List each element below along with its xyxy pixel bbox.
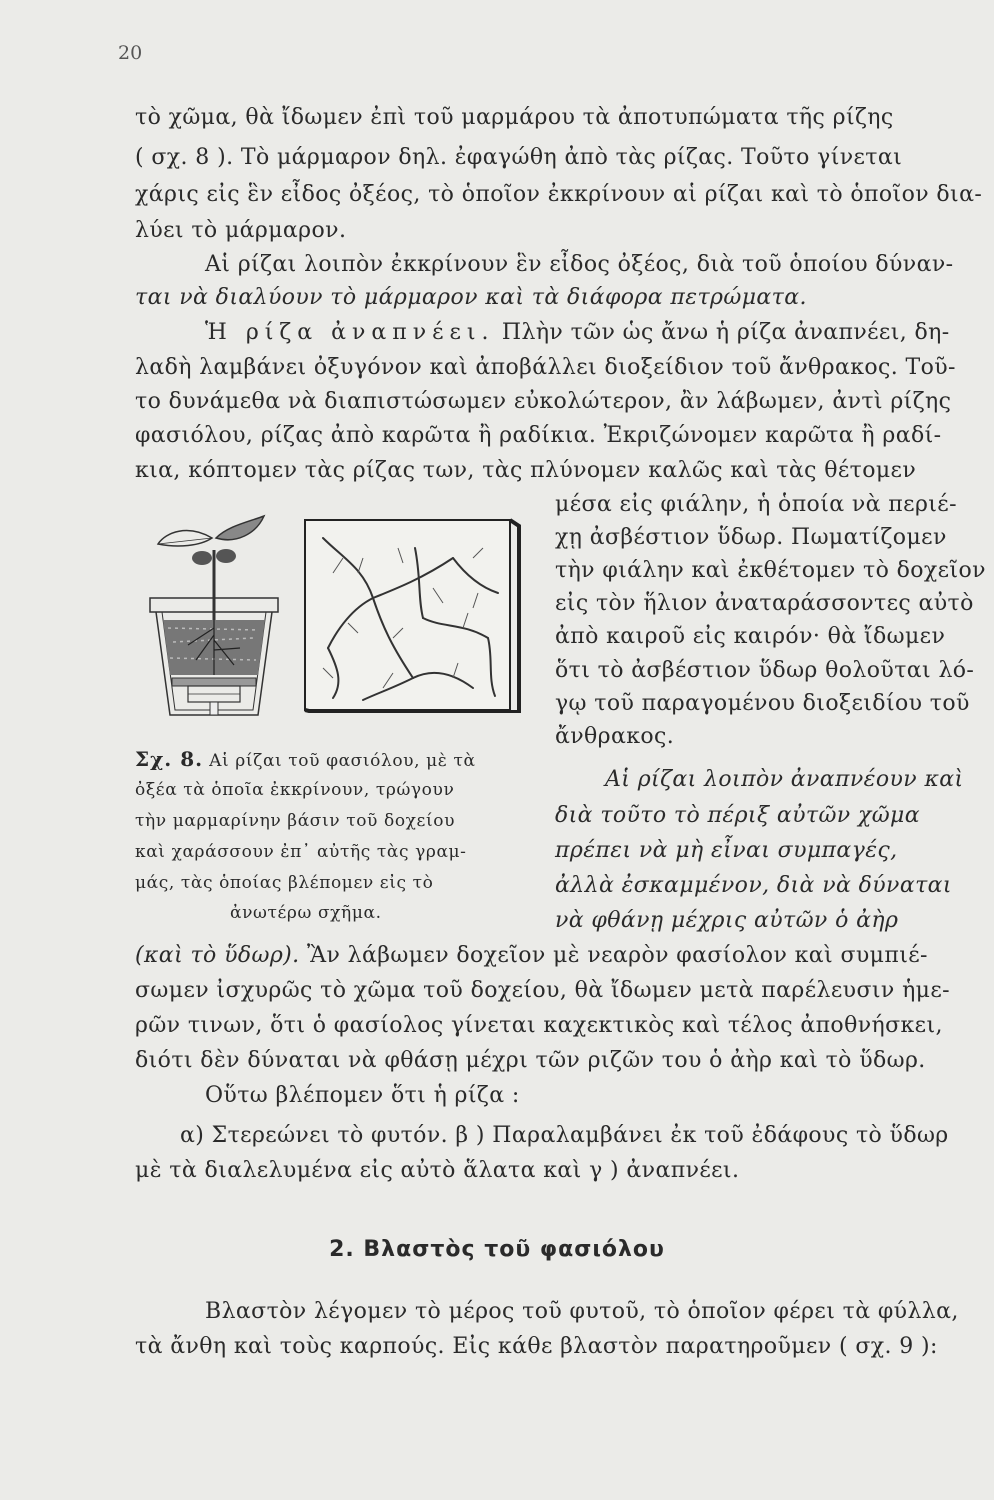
- text-run: (καὶ τὸ ὕδωρ).: [135, 943, 300, 968]
- section-heading: 2. Βλαστὸς τοῦ φασιόλου: [329, 1237, 665, 1262]
- text-line: νὰ φθάνῃ μέχρις αὐτῶν ὁ ἀὴρ: [555, 908, 899, 933]
- text-line: ἀλλὰ ἐσκαμμένον, διὰ νὰ δύναται: [555, 873, 952, 898]
- text-line: εἰς τὸν ἥλιον ἀναταράσσοντες αὐτὸ: [555, 591, 974, 616]
- figure-caption-line: καὶ χαράσσουν ἐπ᾽ αὐτῆς τὰς γραμ-: [135, 842, 467, 862]
- figure-caption-line: ὀξέα τὰ ὁποῖα ἐκκρίνουν, τρώγουν: [135, 780, 455, 800]
- text-line: ἀπὸ καιροῦ εἰς καιρόν· θὰ ἴδωμεν: [555, 624, 946, 649]
- text-line: Αἱ ρίζαι λοιπὸν ἀναπνέουν καὶ: [605, 767, 964, 792]
- text-line: χῃ ἀσβέστιον ὕδωρ. Πωματίζομεν: [555, 525, 947, 550]
- figure-caption-line: μάς, τὰς ὁποίας βλέπομεν εἰς τὸ: [135, 873, 434, 893]
- root-etched-marble-figure: [303, 518, 521, 713]
- text-line: [205, 318, 994, 348]
- caption-text: Αἱ ρίζαι τοῦ φασιόλου, μὲ τὰ: [209, 751, 476, 771]
- text-line: λύει τὸ μάρμαρον.: [135, 218, 347, 243]
- text-line: ( σχ. 8 ). Τὸ μάρμαρον δηλ. ἐφαγώθη ἀπὸ τὰς ρίζας. Τοῦτο γίνεται: [135, 145, 903, 170]
- text-line: σωμεν ἰσχυρῶς τὸ χῶμα τοῦ δοχείου, θὰ ἴδωμεν μετὰ παρέλευσιν ἡμε-: [135, 978, 950, 1003]
- text-line: Αἱ ρίζαι λοιπὸν ἐκκρίνουν ἓν εἶδος ὀξέος, διὰ τοῦ ὁποίου δύναν-: [205, 252, 954, 277]
- text-line: ὅτι τὸ ἀσβέστιον ὕδωρ θολοῦται λό-: [555, 658, 975, 683]
- text-line: ται νὰ διαλύουν τὸ μάρμαρον καὶ τὰ διάφορα πετρώματα.: [135, 285, 807, 310]
- bean-plant-pot-figure: [148, 510, 283, 725]
- text-line: διὰ τοῦτο τὸ πέριξ αὐτῶν χῶμα: [555, 803, 920, 828]
- text-line: ἄνθρακος.: [555, 724, 675, 749]
- page-number: 20: [118, 42, 143, 64]
- text-line: τὰ ἄνθη καὶ τοὺς καρπούς. Εἰς κάθε βλαστὸν παρατηροῦμεν ( σχ. 9 ):: [135, 1334, 938, 1359]
- text-line: τὴν φιάλην καὶ ἐκθέτομεν τὸ δοχεῖον: [555, 558, 986, 583]
- text-line: κια, κόπτομεν τὰς ρίζας των, τὰς πλύνομεν καλῶς καὶ τὰς θέτομεν: [135, 458, 917, 483]
- text-line: μέσα εἰς φιάλην, ἡ ὁποία νὰ περιέ-: [555, 492, 957, 517]
- text-line: μὲ τὰ διαλελυμένα εἰς αὐτὸ ἅλατα καὶ γ ) ἀναπνέει.: [135, 1158, 740, 1183]
- text-line: το δυνάμεθα νὰ διαπιστώσωμεν εὐκολώτερον, ἂν λάβωμεν, ἀντὶ ρίζης: [135, 389, 952, 414]
- figure-label: Σχ. 8.: [135, 747, 204, 771]
- figure-caption-line: [135, 746, 535, 775]
- text-line: πρέπει νὰ μὴ εἶναι συμπαγές,: [555, 838, 898, 863]
- text-line: φασιόλου, ρίζας ἀπὸ καρῶτα ἢ ραδίκια. Ἐκριζώνομεν καρῶτα ἢ ραδί-: [135, 423, 942, 448]
- figure-caption-line: τὴν μαρμαρίνην βάσιν τοῦ δοχείου: [135, 811, 456, 831]
- text-line: [135, 941, 975, 971]
- text-line: τὸ χῶμα, θὰ ἴδωμεν ἐπὶ τοῦ μαρμάρου τὰ ἀποτυπώματα τῆς ρίζης: [135, 105, 894, 130]
- text-line: γῳ τοῦ παραγομένου διοξειδίου τοῦ: [555, 691, 970, 716]
- text-line: λαδὴ λαμβάνει ὀξυγόνον καὶ ἀποβάλλει διοξείδιον τοῦ ἄνθρακος. Τοῦ-: [135, 355, 956, 380]
- text-line: ρῶν τινων, ὅτι ὁ φασίολος γίνεται καχεκτικὸς καὶ τέλος ἀποθνήσκει,: [135, 1013, 943, 1038]
- text-line: Οὕτω βλέπομεν ὅτι ἡ ρίζα :: [205, 1083, 520, 1108]
- paragraph-heading: Ἡ ρίζα ἀναπνέει.: [205, 320, 495, 345]
- text-run: Πλὴν τῶν ὡς ἄνω ἡ ρίζα ἀναπνέει, δη-: [501, 320, 950, 345]
- text-line: χάρις εἰς ἓν εἶδος ὀξέος, τὸ ὁποῖον ἐκκρίνουν αἱ ρίζαι καὶ τὸ ὁποῖον δια-: [135, 182, 983, 207]
- text-line: διότι δὲν δύναται νὰ φθάσῃ μέχρι τῶν ριζῶν του ὁ ἀὴρ καὶ τὸ ὕδωρ.: [135, 1048, 926, 1073]
- text-line: α) Στερεώνει τὸ φυτόν. β ) Παραλαμβάνει ἐκ τοῦ ἐδάφους τὸ ὕδωρ: [180, 1123, 949, 1148]
- figure-caption-line: ἀνωτέρω σχῆμα.: [230, 903, 382, 923]
- text-line: Βλαστὸν λέγομεν τὸ μέρος τοῦ φυτοῦ, τὸ ὁποῖον φέρει τὰ φύλλα,: [205, 1299, 959, 1324]
- text-run: Ἂν λάβωμεν δοχεῖον μὲ νεαρὸν φασίολον καὶ συμπιέ-: [306, 943, 928, 968]
